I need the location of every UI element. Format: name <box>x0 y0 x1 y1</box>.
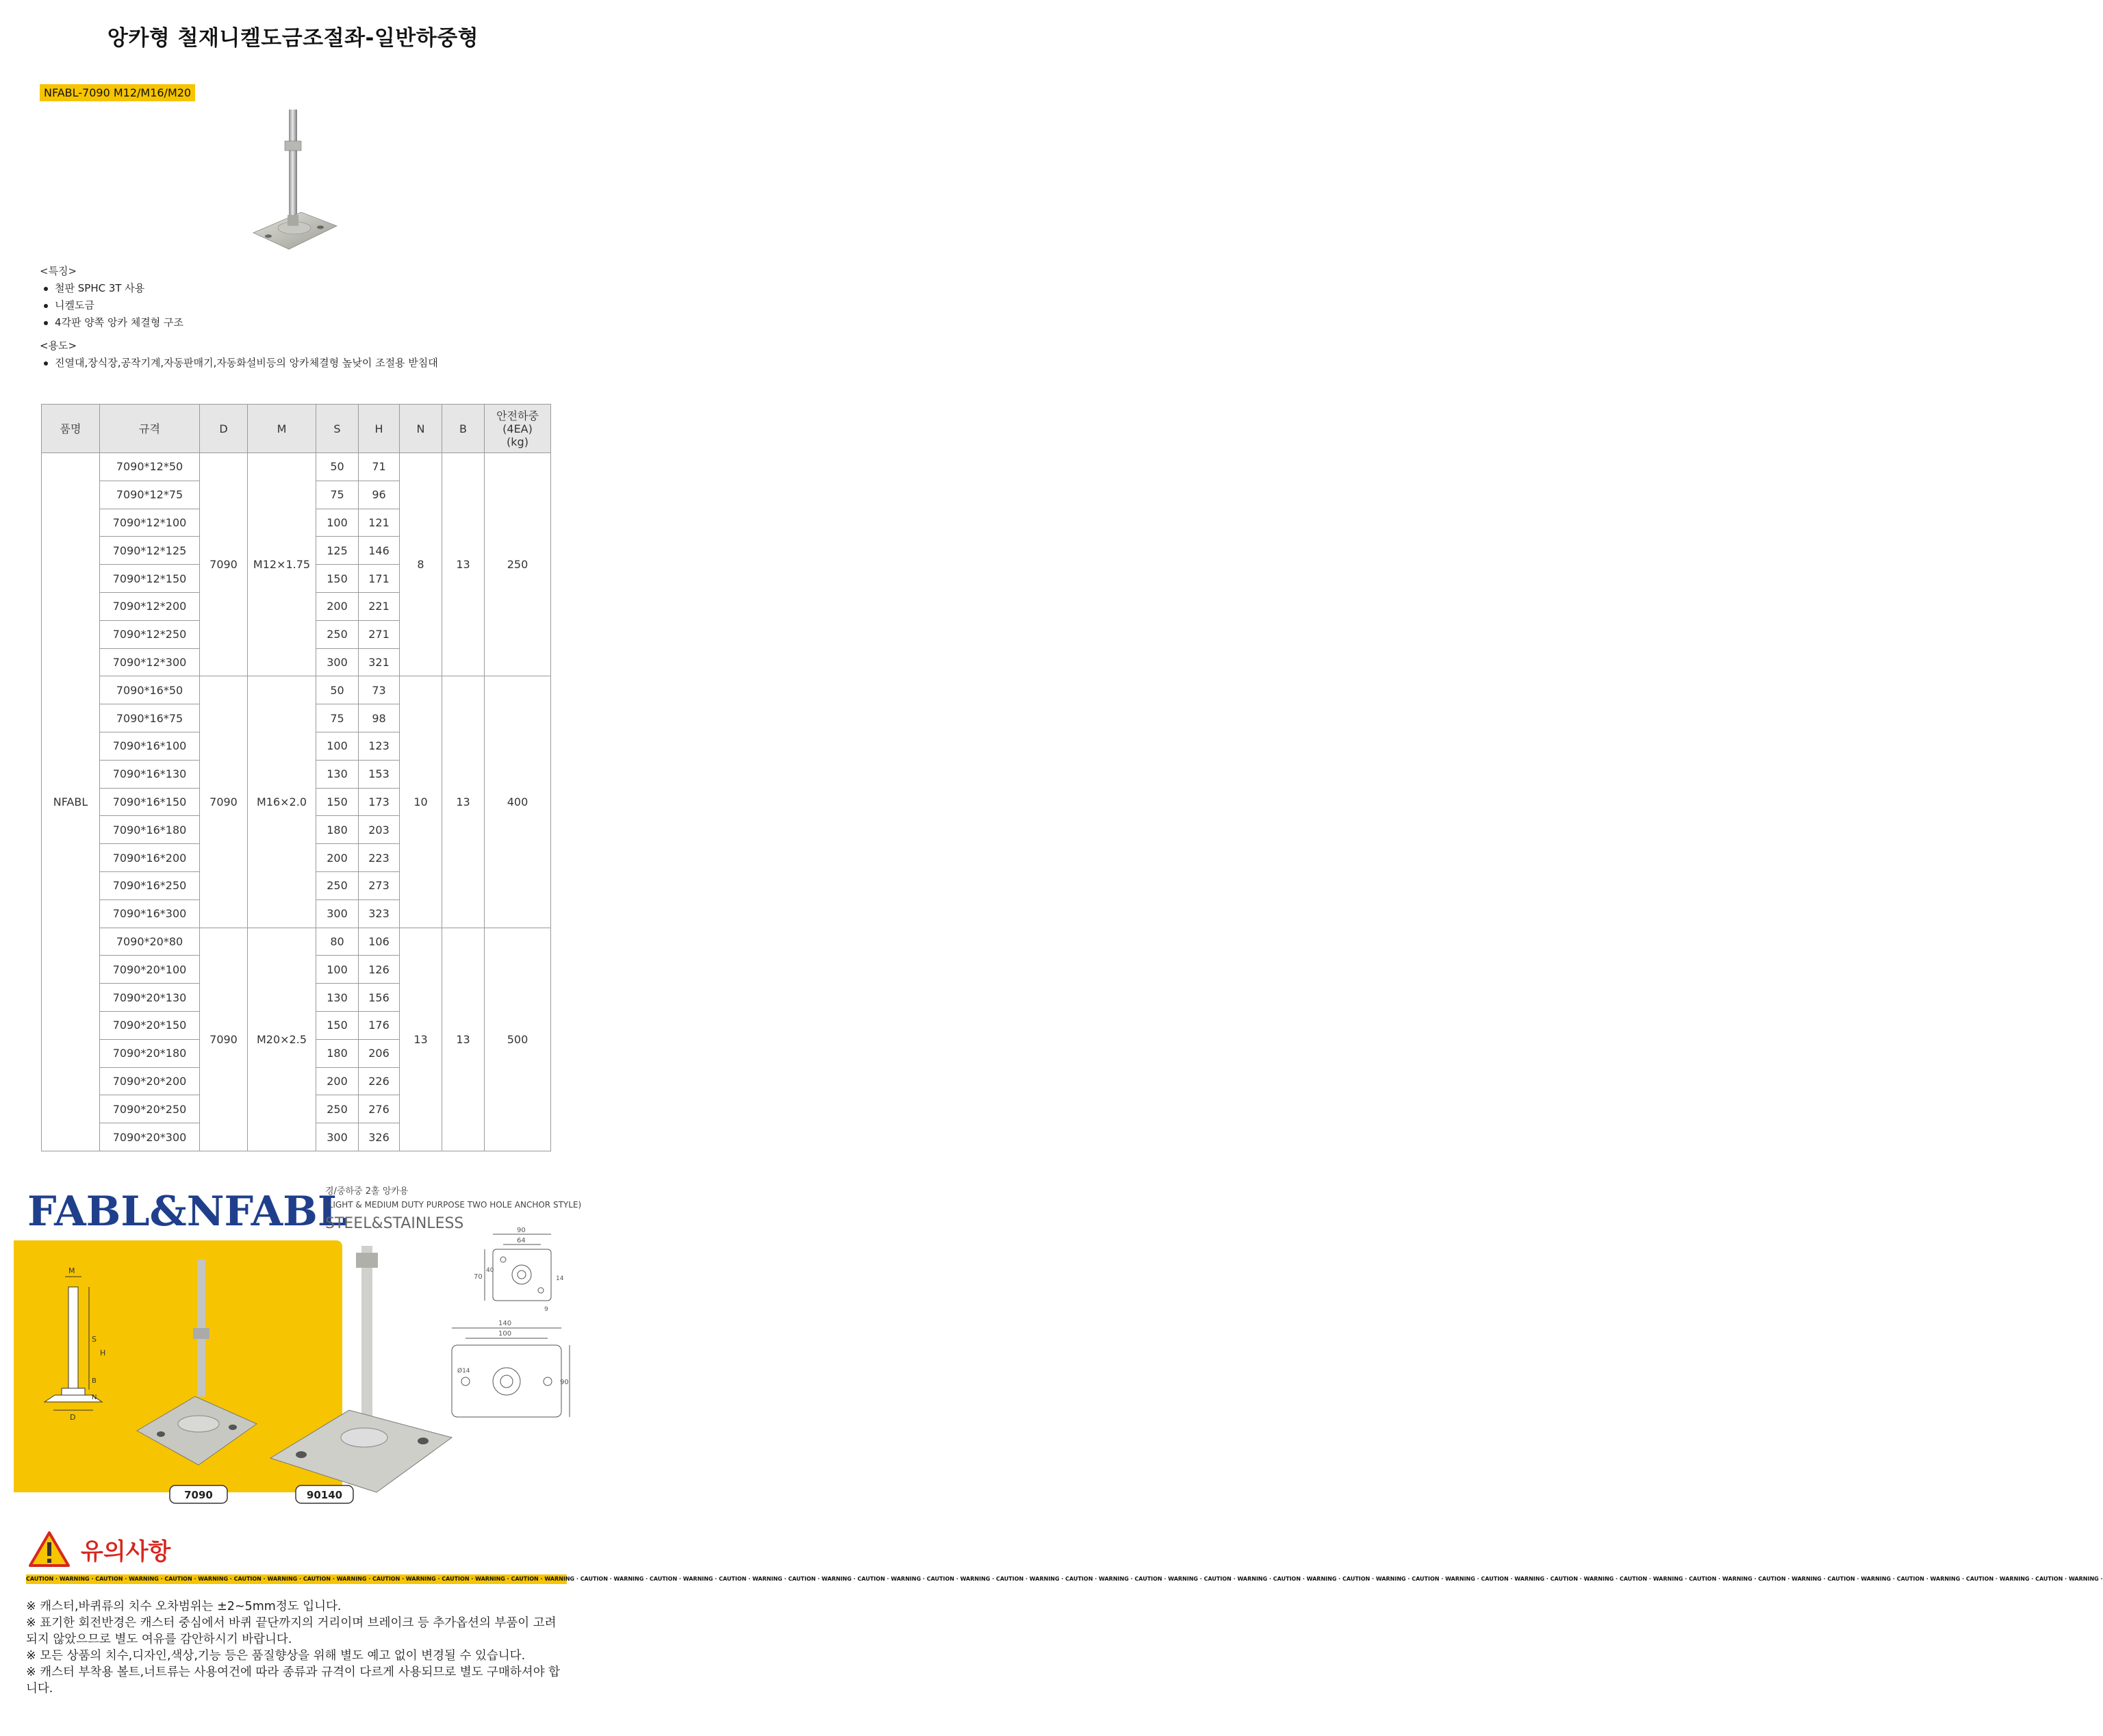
table-cell: 10 <box>400 676 442 928</box>
table-cell: 7090*20*250 <box>100 1095 200 1123</box>
table-cell: 73 <box>359 676 400 704</box>
top-dim-h2: 40 <box>486 1267 494 1274</box>
table-header-cell: D <box>200 405 248 453</box>
caution-strip <box>26 1574 2103 1584</box>
dim-label-n: N <box>92 1394 97 1401</box>
product-photo <box>246 103 342 260</box>
table-cell: 7090*16*75 <box>100 704 200 732</box>
table-cell: 7090*16*250 <box>100 871 200 899</box>
warning-triangle-icon <box>27 1530 71 1568</box>
page-title: 앙카형 철재니켈도금조절좌-일반하중형 <box>107 26 479 51</box>
dim-label-h: H <box>100 1349 106 1357</box>
table-cell: 7090*16*150 <box>100 788 200 816</box>
table-cell: 250 <box>316 1095 359 1123</box>
table-row <box>42 676 551 704</box>
table-cell: NFABL <box>42 453 100 1151</box>
top-dim-w2: 64 <box>517 1237 526 1244</box>
table-cell: 221 <box>359 592 400 620</box>
table-cell: 7090*12*250 <box>100 620 200 648</box>
product-banner <box>14 1164 582 1506</box>
table-cell: 130 <box>316 760 359 788</box>
table-cell: 13 <box>400 928 442 1151</box>
top-dim-h1: 70 <box>474 1273 483 1281</box>
caution-notes <box>26 1598 567 1697</box>
table-cell: 273 <box>359 871 400 899</box>
banner-subtitle-ko: 경/중하중 2홀 앙카용 <box>325 1186 409 1197</box>
table-cell: M16×2.0 <box>248 676 316 928</box>
caution-note: ※ 표기한 회전반경은 캐스터 중심에서 바퀴 끝단까지의 거리이며 브레이크 등 추가옵션의 부품이 고려되지 않았으므로 별도 여유를 감안하시기 바랍니다. <box>26 1616 557 1646</box>
table-row <box>42 928 551 956</box>
table-cell: 126 <box>359 956 400 984</box>
features-section <box>40 263 183 331</box>
table-cell: 7090*20*300 <box>100 1123 200 1151</box>
model-label-7090: 7090 <box>184 1489 213 1501</box>
bottom-dim-w2: 100 <box>498 1330 512 1338</box>
features-heading: <특징> <box>40 265 77 277</box>
table-cell: 106 <box>359 928 400 956</box>
table-cell: 250 <box>316 620 359 648</box>
table-cell: 250 <box>316 871 359 899</box>
table-body <box>42 453 551 1151</box>
table-row <box>42 453 551 481</box>
bottom-dim-h1: 90 <box>560 1379 569 1386</box>
table-cell: 7090*12*300 <box>100 648 200 676</box>
banner-subtitle-en: (LIGHT & MEDIUM DUTY PURPOSE TWO HOLE ANCHOR STYLE) <box>325 1200 582 1210</box>
table-cell: 121 <box>359 509 400 537</box>
top-dim-hole: 9 <box>544 1306 548 1313</box>
table-cell: 7090*20*200 <box>100 1067 200 1095</box>
table-cell: 146 <box>359 537 400 565</box>
table-cell: 7090*20*100 <box>100 956 200 984</box>
table-cell: M12×1.75 <box>248 453 316 676</box>
table-cell: 200 <box>316 592 359 620</box>
table-cell: 7090*12*150 <box>100 565 200 593</box>
table-cell: 13 <box>442 453 485 676</box>
table-cell: 7090*12*125 <box>100 537 200 565</box>
table-cell: 7090*16*180 <box>100 816 200 844</box>
caution-note: ※ 캐스터 부착용 볼트,너트류는 사용여건에 따라 종류과 규격이 다르게 사용되므로 별도 구매하셔야 합니다. <box>26 1665 561 1696</box>
table-cell: 223 <box>359 844 400 872</box>
table-cell: 13 <box>442 676 485 928</box>
usage-section <box>40 337 438 372</box>
table-cell: 50 <box>316 453 359 481</box>
table-header-cell: N <box>400 405 442 453</box>
banner-brand: FABL&NFABL <box>27 1188 347 1236</box>
caution-heading: 유의사항 <box>81 1538 171 1566</box>
table-cell: 7090 <box>200 453 248 676</box>
table-cell: 176 <box>359 1011 400 1039</box>
table-cell: 206 <box>359 1039 400 1067</box>
table-cell: 125 <box>316 537 359 565</box>
table-cell: 323 <box>359 899 400 928</box>
table-cell: 7090 <box>200 928 248 1151</box>
table-cell: 7090*16*130 <box>100 760 200 788</box>
table-cell: 7090*16*200 <box>100 844 200 872</box>
table-cell: 75 <box>316 481 359 509</box>
table-cell: 7090 <box>200 676 248 928</box>
table-header-cell: B <box>442 405 485 453</box>
dim-label-d: D <box>70 1413 76 1422</box>
table-cell: 75 <box>316 704 359 732</box>
table-cell: 123 <box>359 732 400 760</box>
bottom-dim-w1: 140 <box>498 1320 512 1327</box>
table-cell: 7090*12*200 <box>100 592 200 620</box>
model-tag: NFABL-7090 M12/M16/M20 <box>40 84 195 101</box>
table-cell: 98 <box>359 704 400 732</box>
table-header-cell: 품명 <box>42 405 100 453</box>
table-cell: 300 <box>316 1123 359 1151</box>
table-cell: 500 <box>485 928 551 1151</box>
table-cell: 150 <box>316 1011 359 1039</box>
table-cell: 7090*12*75 <box>100 481 200 509</box>
table-cell: 400 <box>485 676 551 928</box>
table-header-cell: S <box>316 405 359 453</box>
table-header-cell: H <box>359 405 400 453</box>
dim-label-m: M <box>68 1266 75 1275</box>
dim-label-s: S <box>92 1335 97 1344</box>
usage-heading: <용도> <box>40 340 77 352</box>
table-cell: 7090*20*80 <box>100 928 200 956</box>
caution-note: ※ 캐스터,바퀴류의 치수 오차범위는 ±2~5mm정도 입니다. <box>26 1600 342 1613</box>
table-cell: 96 <box>359 481 400 509</box>
table-cell: 226 <box>359 1067 400 1095</box>
table-cell: 153 <box>359 760 400 788</box>
feature-item: 철판 SPHC 3T 사용 <box>55 280 183 297</box>
feature-item: 4각판 양쪽 앙카 체결형 구조 <box>55 314 183 331</box>
table-cell: 7090*16*50 <box>100 676 200 704</box>
table-cell: 13 <box>442 928 485 1151</box>
table-header-cell: M <box>248 405 316 453</box>
model-label-90140: 90140 <box>306 1489 343 1501</box>
bottom-dim-hole: Ø14 <box>457 1368 470 1375</box>
table-cell: 130 <box>316 984 359 1012</box>
table-cell: 200 <box>316 844 359 872</box>
dim-label-b: B <box>92 1377 97 1385</box>
table-cell: 300 <box>316 899 359 928</box>
table-cell: 173 <box>359 788 400 816</box>
table-cell: 203 <box>359 816 400 844</box>
top-dim-r: 14 <box>556 1275 564 1282</box>
table-header-cell: 안전하중 (4EA) (kg) <box>485 405 551 453</box>
table-header-row <box>42 405 551 453</box>
table-cell: 7090*12*50 <box>100 453 200 481</box>
table-cell: 180 <box>316 1039 359 1067</box>
table-header-cell: 규격 <box>100 405 200 453</box>
spec-table <box>41 404 551 1151</box>
top-dim-w1: 90 <box>517 1227 526 1234</box>
table-cell: 7090*20*150 <box>100 1011 200 1039</box>
table-cell: 150 <box>316 565 359 593</box>
table-cell: 50 <box>316 676 359 704</box>
table-cell: M20×2.5 <box>248 928 316 1151</box>
table-cell: 180 <box>316 816 359 844</box>
banner-material: STEEL&STAINLESS <box>325 1215 464 1232</box>
table-cell: 321 <box>359 648 400 676</box>
table-cell: 276 <box>359 1095 400 1123</box>
caution-note: ※ 모든 상품의 치수,디자인,색상,기능 등은 품질향상을 위해 별도 예고 없이 변경될 수 있습니다. <box>26 1649 526 1663</box>
table-cell: 171 <box>359 565 400 593</box>
table-cell: 300 <box>316 648 359 676</box>
table-cell: 7090*20*130 <box>100 984 200 1012</box>
table-cell: 7090*20*180 <box>100 1039 200 1067</box>
table-cell: 271 <box>359 620 400 648</box>
table-cell: 156 <box>359 984 400 1012</box>
table-cell: 200 <box>316 1067 359 1095</box>
table-cell: 71 <box>359 453 400 481</box>
caution-strip-text: CAUTION · WARNING · CAUTION · WARNING · CAUTION · WARNING · CAUTION · WARNING · CAUTION · WARNING · CAUTION · WARNING · CAUTION · WARNING · CAUTION · WARNING · CAUTION · WARNING · CAUTION · WARNING · CAUTION · WARNING · CAUTION · WARNING · CAUTION · WARNING · CAUTION · WARNING · CAUTION · WARNING · CAUTION · WARNING · CAUTION · WARNING · CAUTION · WARNING · CAUTION · WARNING · CAUTION · WARNING · CAUTION · WARNING · CAUTION · WARNING · CAUTION · WARNING · CAUTION · WARNING · CAUTION · WARNING · CAUTION · WARNING · CAUTION · WARNING · CAUTION · WARNING · CAUTION · WARNING · CAUTION · WARNING · <box>26 1576 2103 1582</box>
table-cell: 8 <box>400 453 442 676</box>
table-cell: 250 <box>485 453 551 676</box>
usage-item: 진열대,장식장,공작기계,자동판매기,자동화설비등의 앙카체결형 높낮이 조절용 받침대 <box>55 355 438 372</box>
table-cell: 100 <box>316 956 359 984</box>
table-cell: 100 <box>316 732 359 760</box>
caution-header <box>27 1530 171 1571</box>
table-cell: 7090*16*300 <box>100 899 200 928</box>
table-cell: 7090*12*100 <box>100 509 200 537</box>
table-cell: 326 <box>359 1123 400 1151</box>
table-cell: 150 <box>316 788 359 816</box>
table-cell: 80 <box>316 928 359 956</box>
feature-item: 니켈도금 <box>55 297 183 314</box>
table-cell: 7090*16*100 <box>100 732 200 760</box>
table-cell: 100 <box>316 509 359 537</box>
